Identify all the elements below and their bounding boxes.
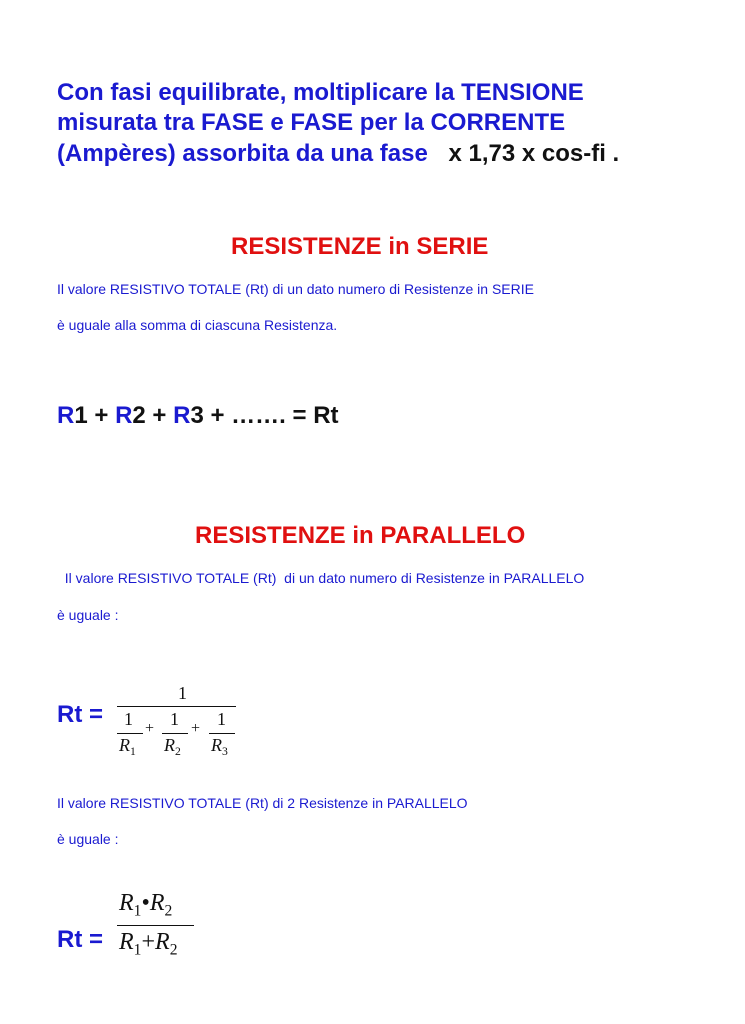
two-parallel-num-s2: 2	[164, 902, 173, 920]
two-parallel-description-2: è uguale :	[57, 831, 119, 847]
intro-line-3-text: (Ampères) assorbita da una fase	[57, 140, 428, 167]
two-parallel-rt-label: Rt =	[57, 926, 104, 953]
two-parallel-description-1: Il valore RESISTIVO TOTALE (Rt) di 2 Resistenze in PARALLELO	[57, 795, 468, 811]
parallel-term3-bar	[209, 733, 235, 734]
two-parallel-plus: +	[141, 929, 156, 955]
parallel-description-1: Il valore RESISTIVO TOTALE (Rt) di un dato numero di Resistenze in PARALLELO	[57, 570, 585, 586]
parallel-term1-r-letter: R	[119, 735, 130, 755]
parallel-term1-one: 1	[124, 709, 133, 729]
parallel-term3-one: 1	[217, 709, 226, 729]
series-r3-letter: R	[173, 402, 191, 429]
parallel-term2-r	[164, 735, 181, 758]
parallel-main-bar	[117, 706, 236, 707]
series-description-1: Il valore RESISTIVO TOTALE (Rt) di un dato numero di Resistenze in SERIE	[57, 281, 534, 297]
two-parallel-denominator	[119, 929, 177, 959]
two-parallel-num-s1: 1	[133, 902, 142, 920]
intro-line-1: Con fasi equilibrate, moltiplicare la TENSIONE	[57, 79, 584, 106]
parallel-term2-r-letter: R	[164, 735, 175, 755]
two-parallel-dot: •	[141, 890, 150, 916]
two-parallel-numerator	[119, 890, 172, 920]
two-parallel-den-r1: R	[119, 929, 134, 955]
series-heading: RESISTENZE in SERIE	[231, 233, 489, 260]
two-parallel-num-r2: R	[149, 890, 165, 916]
parallel-term3-r-letter: R	[211, 735, 222, 755]
parallel-term3-r	[211, 735, 228, 758]
parallel-description-2: è uguale :	[57, 607, 119, 623]
parallel-term1-bar	[117, 733, 143, 734]
parallel-rt-label: Rt =	[57, 701, 104, 728]
intro-line-2: misurata tra FASE e FASE per la CORRENTE	[57, 109, 566, 136]
intro-factor: x 1,73 x cos-fi .	[448, 140, 620, 167]
two-parallel-den-s2: 2	[169, 941, 178, 959]
series-r2-letter: R	[115, 402, 133, 429]
series-r1-letter: R	[57, 402, 75, 429]
parallel-term1-r	[119, 735, 136, 758]
parallel-heading: RESISTENZE in PARALLELO	[195, 522, 526, 549]
series-plus-1: +	[87, 402, 116, 429]
parallel-term2-one: 1	[170, 709, 179, 729]
two-parallel-num-r1: R	[119, 890, 134, 916]
parallel-plus-1: +	[145, 720, 155, 737]
parallel-term3-subscript: 3	[222, 745, 228, 759]
parallel-term2-subscript: 2	[175, 745, 181, 759]
intro-line-3	[57, 139, 619, 169]
parallel-term1-subscript: 1	[130, 745, 136, 759]
series-r1-number: 1	[74, 402, 88, 429]
series-description-2: è uguale alla somma di ciascuna Resistenza.	[57, 317, 338, 333]
two-parallel-den-r2: R	[155, 929, 170, 955]
two-parallel-bar	[117, 925, 194, 926]
parallel-numerator: 1	[178, 683, 187, 703]
parallel-term2-bar	[162, 733, 188, 734]
series-r3-number: 3	[190, 402, 204, 429]
series-plus-2: +	[145, 402, 174, 429]
parallel-plus-2: +	[191, 720, 201, 737]
series-r2-number: 2	[132, 402, 146, 429]
series-formula-tail: + ……. = Rt	[203, 402, 339, 429]
series-formula	[57, 402, 339, 430]
two-parallel-den-s1: 1	[133, 941, 142, 959]
